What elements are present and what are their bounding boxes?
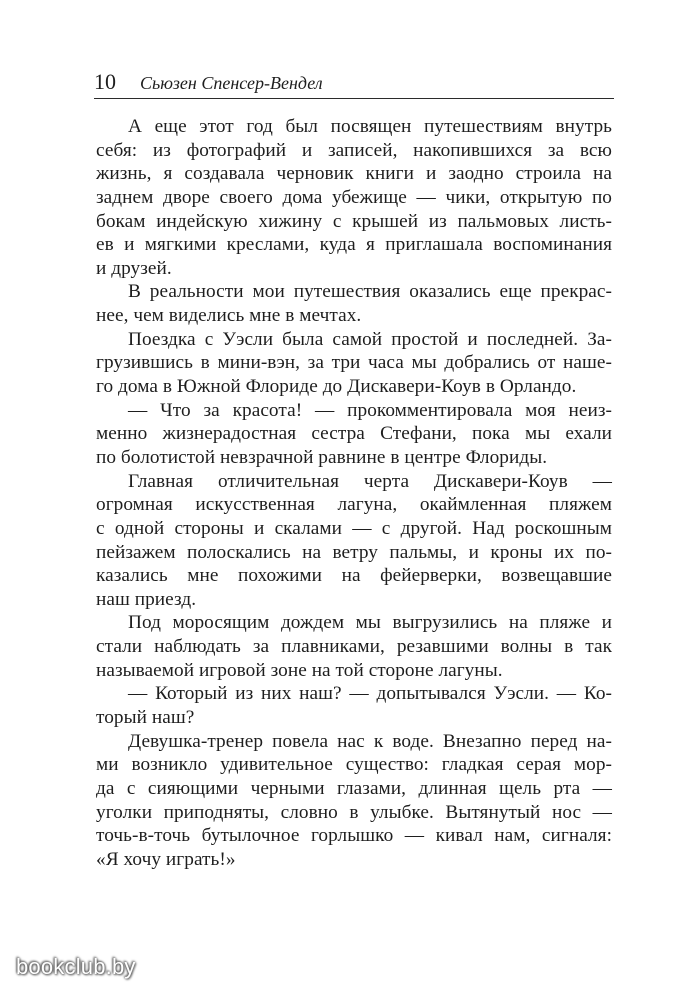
text-line: называемой игровой зоне на той стороне лагуны. bbox=[96, 659, 503, 681]
page-number: 10 bbox=[94, 69, 116, 94]
text-line: с одной стороны и скалами — с другой. Над роскошным bbox=[96, 517, 612, 539]
text-line: Главная отличительная черта Дискавери-Коув — bbox=[128, 470, 612, 492]
text-line: уголки приподняты, словно в улыбке. Вытянутый нос — bbox=[96, 801, 612, 823]
text-line: ми возникло удивительное существо: гладкая серая мор- bbox=[96, 754, 612, 776]
text-line: заднем дворе своего дома убежище — чики, открытую по bbox=[96, 186, 612, 208]
text-line: да с сияющими черными глазами, длинная щель рта — bbox=[96, 777, 612, 799]
text-line: — Который из них наш? — допытывался Уэсли. — Ко- bbox=[128, 683, 612, 705]
text-line: ев и мягкими креслами, куда я приглашала воспоминания bbox=[96, 234, 612, 256]
watermark-logo: bookclub.by bbox=[16, 954, 136, 979]
text-line: казались мне похожими на фейерверки, возвещавшие bbox=[96, 565, 612, 587]
text-line: Поездка с Уэсли была самой простой и последней. За- bbox=[128, 328, 612, 350]
text-line: и друзей. bbox=[96, 257, 172, 279]
text-line: торый наш? bbox=[96, 707, 195, 729]
text-line: по болотистой невзрачной равнине в центре Флориды. bbox=[96, 446, 548, 468]
text-line: точь-в-точь бутылочное горлышко — кивал нам, сигналя: bbox=[96, 825, 612, 847]
text-line: стали наблюдать за плавниками, резавшими волны в так bbox=[96, 636, 612, 658]
text-line: менно жизнерадостная сестра Стефани, пока мы ехали bbox=[96, 423, 612, 445]
text-line: Девушка-тренер повела нас к воде. Внезапно перед на- bbox=[128, 730, 612, 752]
text-line: го дома в Южной Флориде до Дискавери-Коув в Орландо. bbox=[96, 376, 577, 398]
text-line: наш приезд. bbox=[96, 588, 197, 610]
running-header bbox=[94, 70, 614, 99]
text-line: нее, чем виделись мне в мечтах. bbox=[96, 305, 362, 327]
text-line: пейзажем полоскались на ветру пальмы, и кроны их по- bbox=[96, 541, 612, 563]
text-line: — Что за красота! — прокомментировала моя неиз- bbox=[128, 399, 612, 421]
text-line: себя: из фотографий и записей, накопившихся за всю bbox=[96, 139, 612, 161]
text-line: «Я хочу играть!» bbox=[96, 848, 236, 870]
text-line: бокам индейскую хижину с крышей из пальмовых листь- bbox=[96, 210, 612, 232]
text-line: В реальности мои путешествия оказались еще прекрас- bbox=[128, 281, 612, 303]
text-line: огромная искусственная лагуна, окаймленная пляжем bbox=[96, 494, 612, 516]
text-line: Под моросящим дождем мы выгрузились на пляже и bbox=[128, 612, 612, 634]
body-text bbox=[96, 115, 612, 872]
text-line: жизнь, я создавала черновик книги и заодно строила на bbox=[96, 163, 612, 185]
running-head-author: Сьюзен Спенсер-Вендел bbox=[140, 73, 323, 93]
text-line: грузившись в мини-вэн, за три часа мы добрались от наше- bbox=[96, 352, 612, 374]
text-line: А еще этот год был посвящен путешествиям внутрь bbox=[128, 116, 612, 137]
